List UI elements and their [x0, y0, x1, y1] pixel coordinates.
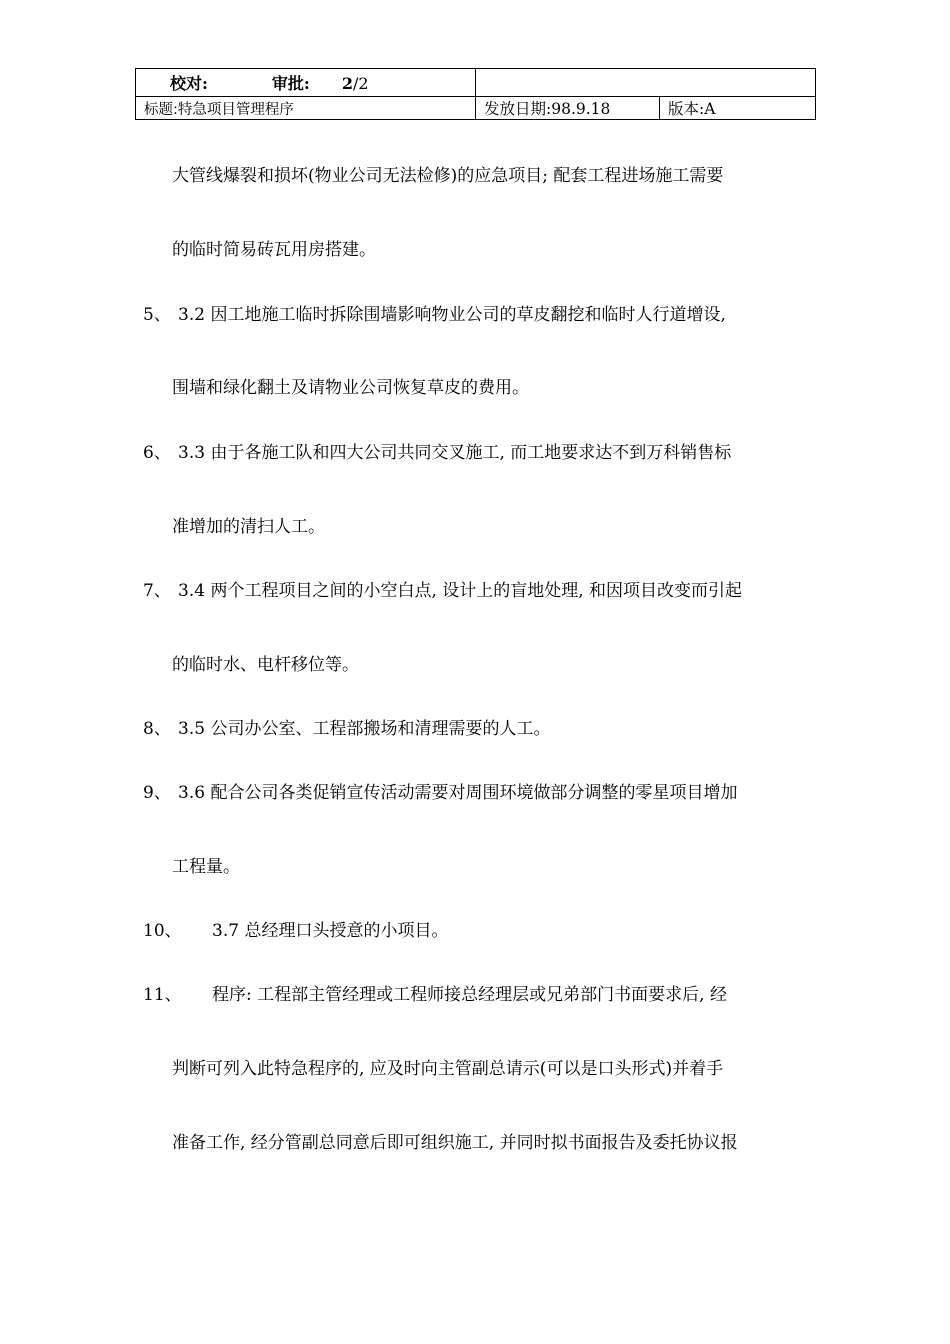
approve-label: 审批: [271, 74, 310, 93]
body-line: 的临时简易砖瓦用房搭建。 [172, 240, 376, 260]
empty-header-cell [476, 69, 816, 97]
document-title: 标题:特急项目管理程序 [144, 101, 294, 118]
issue-date-cell [476, 97, 660, 120]
item-number-9: 9、 [143, 783, 171, 803]
body-line: 3.2 因工地施工临时拆除围墙影响物业公司的草皮翻挖和临时人行道增设, [178, 305, 726, 325]
item-number-7: 7、 [143, 581, 171, 601]
title-cell [136, 97, 476, 120]
body-line: 判断可列入此特急程序的, 应及时向主管副总请示(可以是口头形式)并着手 [172, 1059, 724, 1079]
body-line: 3.7 总经理口头授意的小项目。 [212, 921, 449, 941]
body-line: 3.4 两个工程项目之间的小空白点, 设计上的盲地处理, 和因项目改变而引起 [178, 581, 743, 601]
body-line: 3.3 由于各施工队和四大公司共同交叉施工, 而工地要求达不到万科销售标 [178, 443, 732, 463]
page-total: /2 [352, 74, 369, 93]
document-header-table [135, 68, 816, 120]
body-line: 3.6 配合公司各类促销宣传活动需要对周围环境做部分调整的零星项目增加 [178, 783, 738, 803]
issue-date: 发放日期:98.9.18 [484, 100, 611, 118]
version-cell [660, 97, 816, 120]
version: 版本:A [668, 100, 716, 118]
item-number-5: 5、 [143, 305, 171, 325]
body-line: 程序: 工程部主管经理或工程师接总经理层或兄弟部门书面要求后, 经 [212, 985, 727, 1005]
signoff-cell [136, 69, 476, 97]
body-line: 准增加的清扫人工。 [172, 517, 325, 537]
body-line: 大管线爆裂和损坏(物业公司无法检修)的应急项目; 配套工程进场施工需要 [172, 166, 724, 186]
body-line: 准备工作, 经分管副总同意后即可组织施工, 并同时拟书面报告及委托协议报 [172, 1133, 738, 1153]
item-number-10: 10、 [143, 921, 182, 941]
item-number-6: 6、 [143, 443, 171, 463]
body-line: 3.5 公司办公室、工程部搬场和清理需要的人工。 [178, 719, 551, 739]
body-line: 围墙和绿化翻土及请物业公司恢复草皮的费用。 [172, 378, 529, 398]
body-line: 的临时水、电杆移位等。 [172, 655, 359, 675]
page-current: 2 [341, 74, 353, 93]
body-line: 工程量。 [172, 857, 240, 877]
item-number-11: 11、 [143, 985, 182, 1005]
item-number-8: 8、 [143, 719, 171, 739]
proofread-label: 校对: [170, 74, 208, 93]
